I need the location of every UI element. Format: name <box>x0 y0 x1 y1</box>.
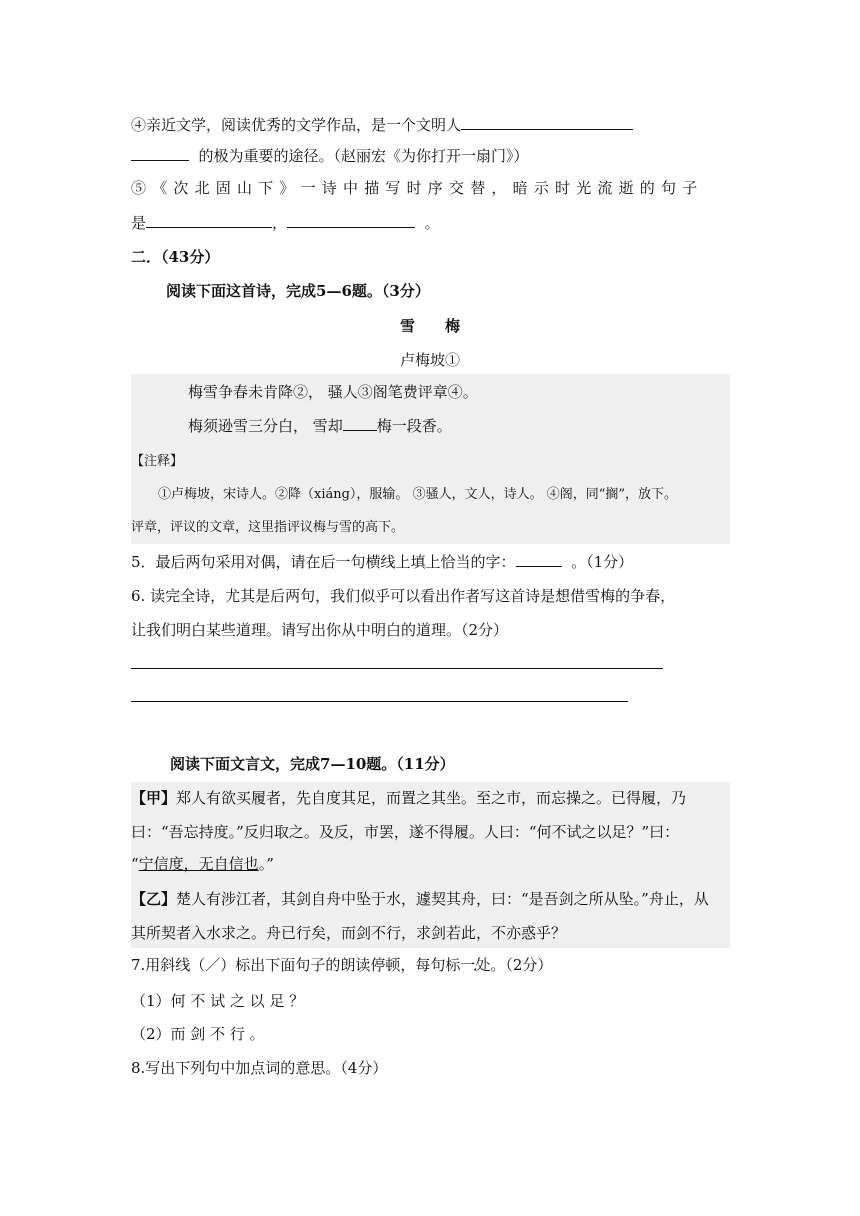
yi-line-1: 【乙】楚人有涉江者，其剑自舟中坠于水，遽契其舟，曰：“是吾剑之所从坠。”舟止，从 <box>131 890 709 908</box>
fill-item-5-line1: ⑤《次北固山下》一诗中描写时序交替，暗示时光流逝的句子 <box>131 179 704 197</box>
answer-blank[interactable] <box>461 115 633 130</box>
poem-instruction: 阅读下面这首诗，完成5—6题。（3分） <box>166 282 430 300</box>
note-label: 【注释】 <box>131 454 184 469</box>
fill-item-4-line1: ④亲近文学，阅读优秀的文学作品，是一个文明人 <box>131 115 633 135</box>
question-5: 5．最后两句采用对偶，请在后一句横线上填上恰当的字： 。（1分） <box>131 553 634 571</box>
question-8: 8.写出下列句中加点词的意思。（4分） <box>131 1059 388 1077</box>
jia-line-2: 曰：“吾忘持度。”反归取之。及反，市罢，遂不得履。人曰：“何不试之以足？”曰： <box>131 823 680 841</box>
poem-line-2: 梅须逊雪三分白， 雪却 梅一段香。 <box>188 417 452 435</box>
note-line-1: ①卢梅坡，宋诗人。②降（xiáng），服输。 ③骚人，文人，诗人。 ④阁，同“搁”，放下。 <box>158 487 677 502</box>
answer-blank[interactable] <box>287 213 415 228</box>
yi-line-2: 其所契者入水求之。舟已行矣，而剑不行，求剑若此，不亦惑乎？ <box>131 924 567 942</box>
answer-line[interactable] <box>131 668 663 669</box>
jia-line-3: “宁信度，无自信也。” <box>131 855 274 873</box>
fill-item-5-line2: 是 ， 。 <box>131 214 440 232</box>
answer-blank[interactable] <box>516 552 562 567</box>
poem-line-1: 梅雪争春未肯降②， 骚人③阁笔费评章④。 <box>188 383 478 401</box>
classical-instruction: 阅读下面文言文，完成7—10题。（11分） <box>170 755 455 773</box>
answer-blank[interactable] <box>146 213 272 228</box>
question-7-sub-2: （2）而 剑 不 行 。 <box>131 1025 265 1043</box>
question-7: 7.用斜线（／）标出下面句子的朗读停顿，每句标一处。（2分） <box>131 956 553 974</box>
answer-line[interactable] <box>131 701 628 702</box>
poem-author: 卢梅坡① <box>399 351 460 369</box>
answer-blank[interactable] <box>131 146 189 161</box>
question-6-line-2: 让我们明白某些道理。请写出你从中明白的道理。（2分） <box>131 621 509 639</box>
answer-blank[interactable] <box>343 416 377 431</box>
question-7-sub-1: （1）何 不 试 之 以 足 ？ <box>131 992 305 1010</box>
underlined-sentence: 宁信度，无自信也 <box>138 855 259 873</box>
fill-item-4-line2: 的极为重要的途径。（赵丽宏《为你打开一扇门》） <box>131 146 529 166</box>
note-line-2: 评章，评议的文章，这里指评议梅与雪的高下。 <box>131 520 405 535</box>
jia-line-1: 【甲】郑人有欲买履者，先自度其足，而置之其坐。至之市，而忘操之。已得履，乃 <box>131 789 687 807</box>
emphasis-dots: 一处 <box>460 956 491 974</box>
poem-title: 雪 梅 <box>399 317 460 335</box>
question-6-line-1: 6. 读完全诗，尤其是后两句，我们似乎可以看出作者写这首诗是想借雪梅的争春， <box>131 587 676 605</box>
section-heading: 二．（43分） <box>131 248 220 266</box>
